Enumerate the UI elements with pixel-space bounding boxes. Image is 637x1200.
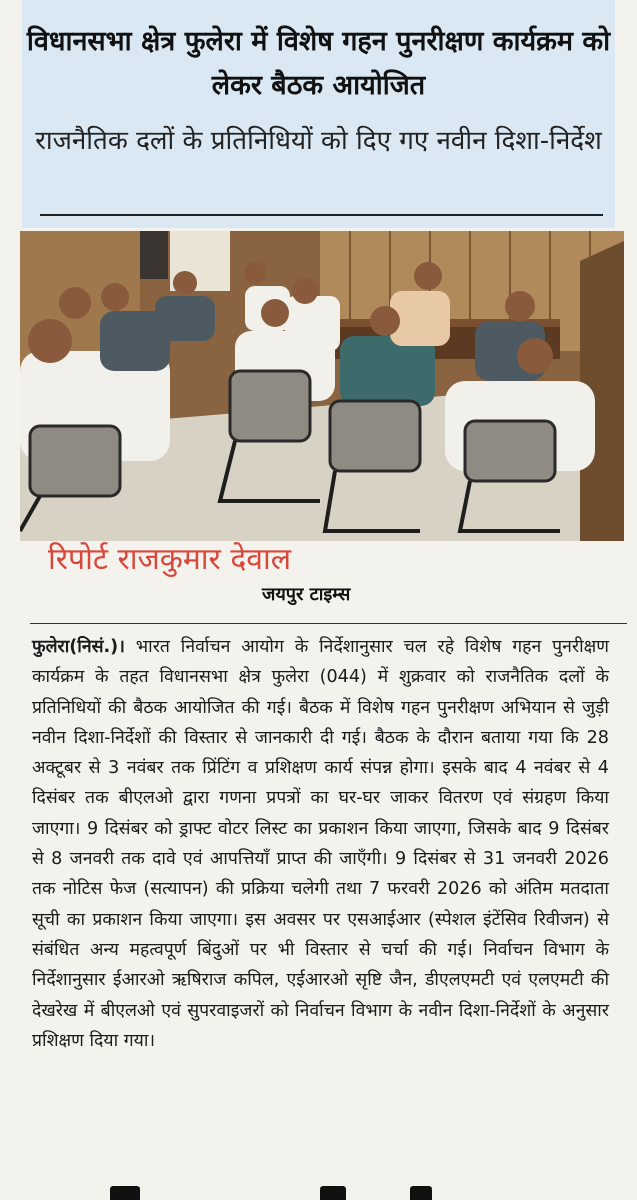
meeting-photo-illustration (20, 231, 624, 541)
dateline: फुलेरा(निसं.)। (32, 637, 125, 657)
article-text: भारत निर्वाचन आयोग के निर्देशानुसार चल रहे विशेष गहन पुनरीक्षण कार्यक्रम के तहत विधानसभा क्षेत्र फुलेरा (044) में शुक्रवार को राजनैतिक दलों के प्रतिनिधियों की बैठक आयोजित की गई। बैठक में विशेष गहन पुनरीक्षण अभियान से जुड़ी नवीन दिशा-निर्देशों की विस्तार से जानकारी दी गई। बैठक के दौरान बताया गया कि 28 अक्टूबर से 3 नवंबर तक प्रिंटिंग व प्रशिक्षण कार्य संपन्न होगा। इसके बाद 4 नवंबर से 4 दिसंबर तक बीएलओ द्वारा गणना प्रपत्रों का घर-घर जाकर वितरण एवं संग्रहण किया जाएगा। 9 दिसंबर को ड्राफ्ट वोटर लिस्ट का प्रकाशन किया जाएगा, जिसके बाद 9 दिसंबर से 8 जनवरी तक दावे एवं आपत्तियाँ प्राप्त की जाएँगी। 9 दिसंबर से 31 जनवरी 2026 तक नोटिस फेज (सत्यापन) की प्रक्रिया चलेगी तथा 7 फरवरी 2026 को अंतिम मतदाता सूची का प्रकाशन किया जाएगा। इस अवसर पर एसआईआर (स्पेशल इंटेंसिव रिवीजन) से संबंधित अन्य महत्वपूर्ण बिंदुओं पर भी विस्तार से चर्चा की गई। निर्वाचन विभाग के निर्देशानुसार ईआरओ ऋषिराज कपिल, एईआरओ सृष्टि जैन, डीएलएमटी एवं एलएमटी की देखरेख में बीएलओ एवं सुपरवाइजरों को निर्वाचन विभाग के नवीन दिशा-निर्देशों के अनुसार प्रशिक्षण दिया गया। (32, 637, 609, 1051)
header-divider (40, 214, 603, 216)
meeting-photo (20, 231, 624, 541)
text-fragment (110, 1186, 140, 1200)
text-fragment (410, 1186, 432, 1200)
next-headline-fragment (20, 1178, 620, 1200)
article-body (32, 632, 609, 1056)
headline: विधानसभा क्षेत्र फुलेरा में विशेष गहन पुनरीक्षण कार्यक्रम को लेकर बैठक आयोजित (26, 26, 611, 101)
text-fragment (320, 1186, 346, 1200)
reporter-byline: रिपोर्ट राजकुमार देवाल (48, 542, 292, 577)
headline-box (22, 0, 615, 228)
publication-name: जयपुर टाइम्स (262, 584, 351, 605)
subheadline: राजनैतिक दलों के प्रतिनिधियों को दिए गए नवीन दिशा-निर्देश (35, 126, 602, 156)
article-divider (30, 623, 627, 624)
